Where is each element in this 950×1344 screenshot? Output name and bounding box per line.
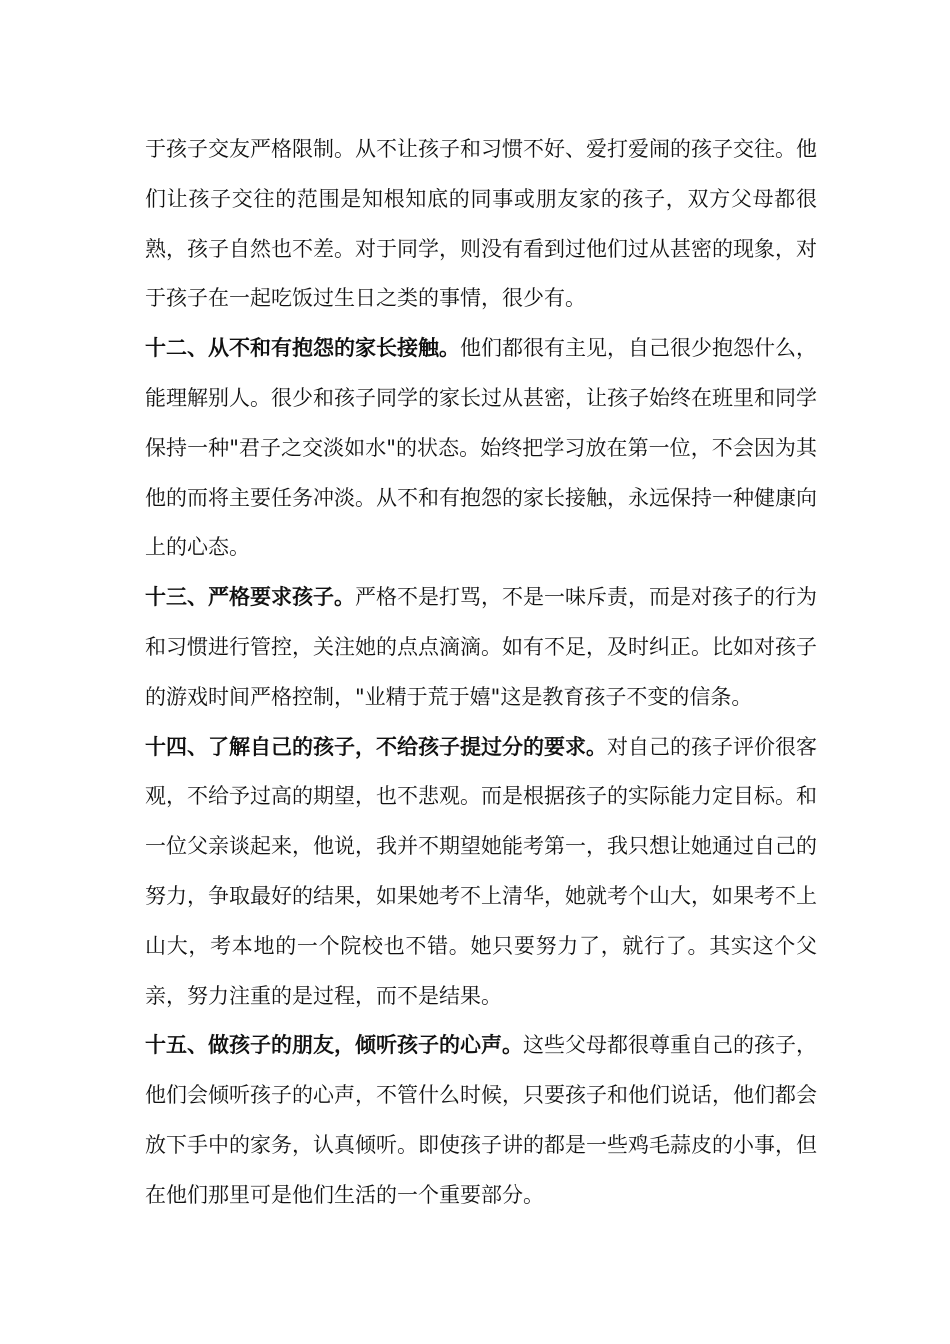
- paragraph-13: [145, 573, 817, 722]
- paragraph-body: 他们都很有主见，自己很少抱怨什么，能理解别人。很少和孩子同学的家长过从甚密，让孩子始终在班里和同学保持一种"君子之交淡如水"的状态。始终把学习放在第一位，不会因为其他的而将主要任务冲淡。从不和有抱怨的家长接触，永远保持一种健康向上的心态。: [145, 336, 817, 560]
- paragraph-heading: 十三、严格要求孩子。: [145, 585, 355, 610]
- paragraph-body: 于孩子交友严格限制。从不让孩子和习惯不好、爱打爱闹的孩子交往。他们让孩子交往的范围是知根知底的同事或朋友家的孩子，双方父母都很熟，孩子自然也不差。对于同学，则没有看到过他们过从甚密的现象，对于孩子在一起吃饭过生日之类的事情，很少有。: [145, 137, 817, 311]
- paragraph-body: 对自己的孩子评价很客观，不给予过高的期望，也不悲观。而是根据孩子的实际能力定目标。和一位父亲谈起来，他说，我并不期望她能考第一，我只想让她通过自己的努力，争取最好的结果，如果她考不上清华，她就考个山大，如果考不上山大，考本地的一个院校也不错。她只要努力了，就行了。其实这个父亲，努力注重的是过程，而不是结果。: [145, 734, 817, 1008]
- document-page: [145, 125, 817, 1221]
- paragraph-body: 这些父母都很尊重自己的孩子，他们会倾听孩子的心声，不管什么时候，只要孩子和他们说话，他们都会放下手中的家务，认真倾听。即使孩子讲的都是一些鸡毛蒜皮的小事，但在他们那里可是他们生活的一个重要部分。: [145, 1033, 817, 1207]
- paragraph-14: [145, 723, 817, 1022]
- paragraph-12: [145, 324, 817, 573]
- paragraph-heading: 十五、做孩子的朋友，倾听孩子的心声。: [145, 1033, 523, 1058]
- paragraph-body: 严格不是打骂，不是一味斥责，而是对孩子的行为和习惯进行管控，关注她的点点滴滴。如有不足，及时纠正。比如对孩子的游戏时间严格控制，"业精于荒于嬉"这是教育孩子不变的信条。: [145, 585, 817, 709]
- paragraph-15: [145, 1021, 817, 1220]
- paragraph-heading: 十二、从不和有抱怨的家长接触。: [145, 336, 460, 361]
- paragraph-heading: 十四、了解自己的孩子，不给孩子提过分的要求。: [145, 734, 607, 759]
- paragraph-friends-restriction: [145, 125, 817, 324]
